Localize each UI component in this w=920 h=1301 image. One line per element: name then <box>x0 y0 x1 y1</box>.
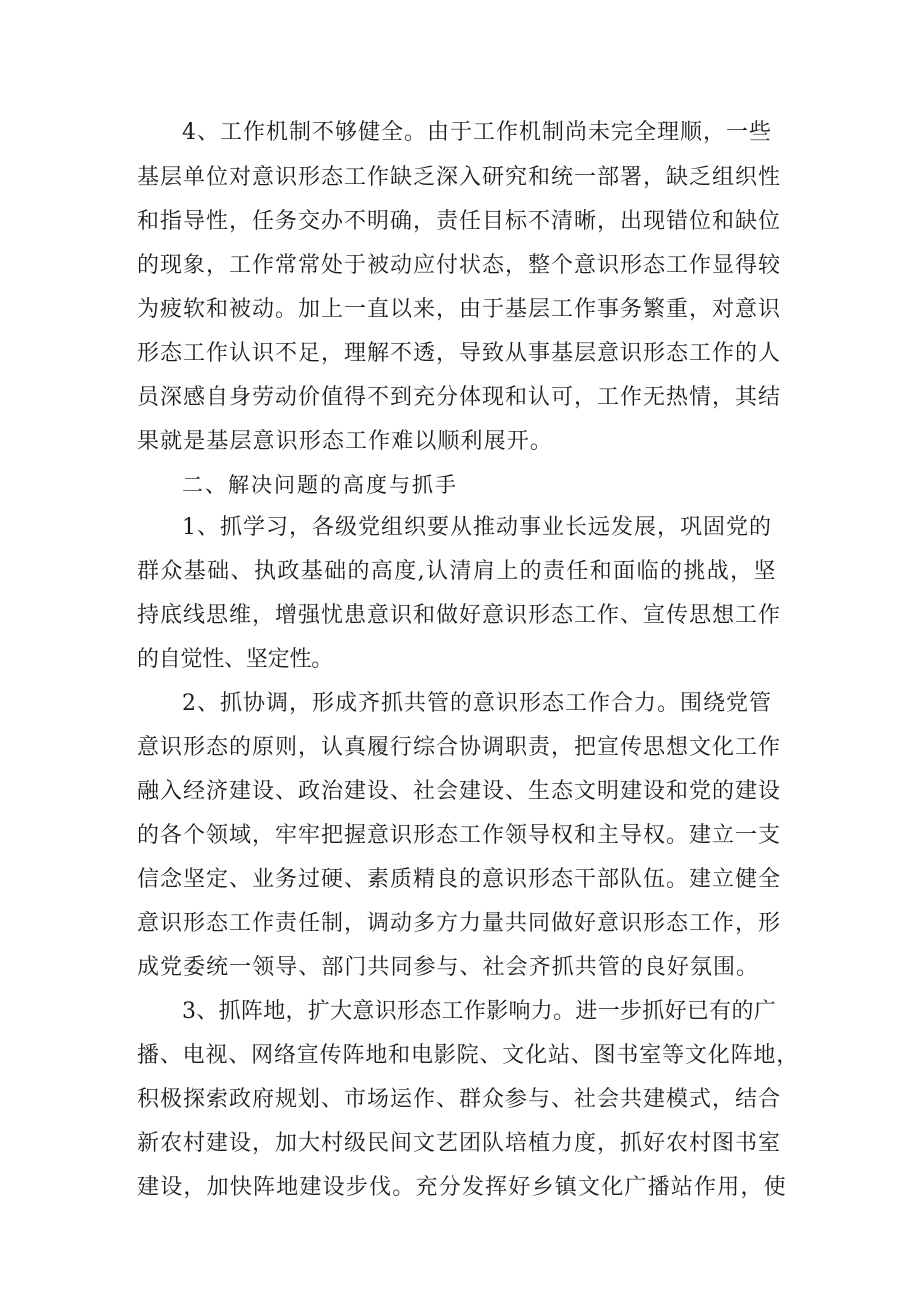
item-3-line-2: 播、电视、网络宣传阵地和电影院、文化站、图书室等文化阵地， <box>137 1043 800 1068</box>
paragraph-4-line-5: 为疲软和被动。加上一直以来，由于基层工作事务繁重，对意识 <box>137 297 782 322</box>
item-1-line-2: 群众基础、执政基础的高度,认清肩上的责任和面临的挑战，坚 <box>137 559 777 584</box>
item-2-line-1: 2、抓协调，形成齐抓共管的意识形态工作合力。围绕党管 <box>182 691 772 716</box>
item-3-line-3: 积极探索政府规划、市场运作、群众参与、社会共建模式，结合 <box>137 1087 782 1112</box>
item-1-line-3: 持底线思维，增强忧患意识和做好意识形态工作、宣传思想工作 <box>137 603 782 628</box>
item-2-line-6: 意识形态工作责任制，调动多方力量共同做好意识形态工作，形 <box>137 911 782 936</box>
paragraph-4-line-4: 的现象，工作常常处于被动应付状态，整个意识形态工作显得较 <box>137 253 782 278</box>
item-2-line-4: 的各个领域，牢牢把握意识形态工作领导权和主导权。建立一支 <box>137 823 782 848</box>
paragraph-4-line-6: 形态工作认识不足，理解不透，导致从事基层意识形态工作的人 <box>137 341 782 366</box>
paragraph-4-line-8: 果就是基层意识形态工作难以顺利展开。 <box>137 429 553 454</box>
paragraph-4-line-1: 4、工作机制不够健全。由于工作机制尚未完全理顺，一些 <box>182 120 772 145</box>
section-heading: 二、解决问题的高度与抓手 <box>182 473 458 497</box>
item-2-line-2: 意识形态的原则，认真履行综合协调职责，把宣传思想文化工作 <box>137 735 782 760</box>
item-3-line-1: 3、抓阵地，扩大意识形态工作影响力。进一步抓好已有的广 <box>182 999 777 1024</box>
paragraph-4-line-2: 基层单位对意识形态工作缺乏深入研究和统一部署，缺乏组织性 <box>137 165 782 190</box>
item-2-line-5: 信念坚定、业务过硬、素质精良的意识形态干部队伍。建立健全 <box>137 867 782 892</box>
item-2-line-3: 融入经济建设、政治建设、社会建设、生态文明建设和党的建设 <box>137 779 782 804</box>
item-3-line-5: 建设，加快阵地建设步伐。充分发挥好乡镇文化广播站作用，使 <box>137 1175 787 1200</box>
item-2-line-7: 成党委统一领导、部门共同参与、社会齐抓共管的良好氛围。 <box>137 955 760 980</box>
item-3-line-4: 新农村建设，加大村级民间文艺团队培植力度，抓好农村图书室 <box>137 1131 782 1156</box>
paragraph-4-line-7: 员深感自身劳动价值得不到充分体现和认可，工作无热情，其结 <box>137 385 782 410</box>
item-1-line-1: 1、抓学习，各级党组织要从推动事业长远发展，巩固党的 <box>182 515 772 540</box>
item-1-line-4: 的自觉性、坚定性。 <box>137 647 334 672</box>
paragraph-4-line-3: 和指导性，任务交办不明确，责任目标不清晰，出现错位和缺位 <box>137 209 782 234</box>
